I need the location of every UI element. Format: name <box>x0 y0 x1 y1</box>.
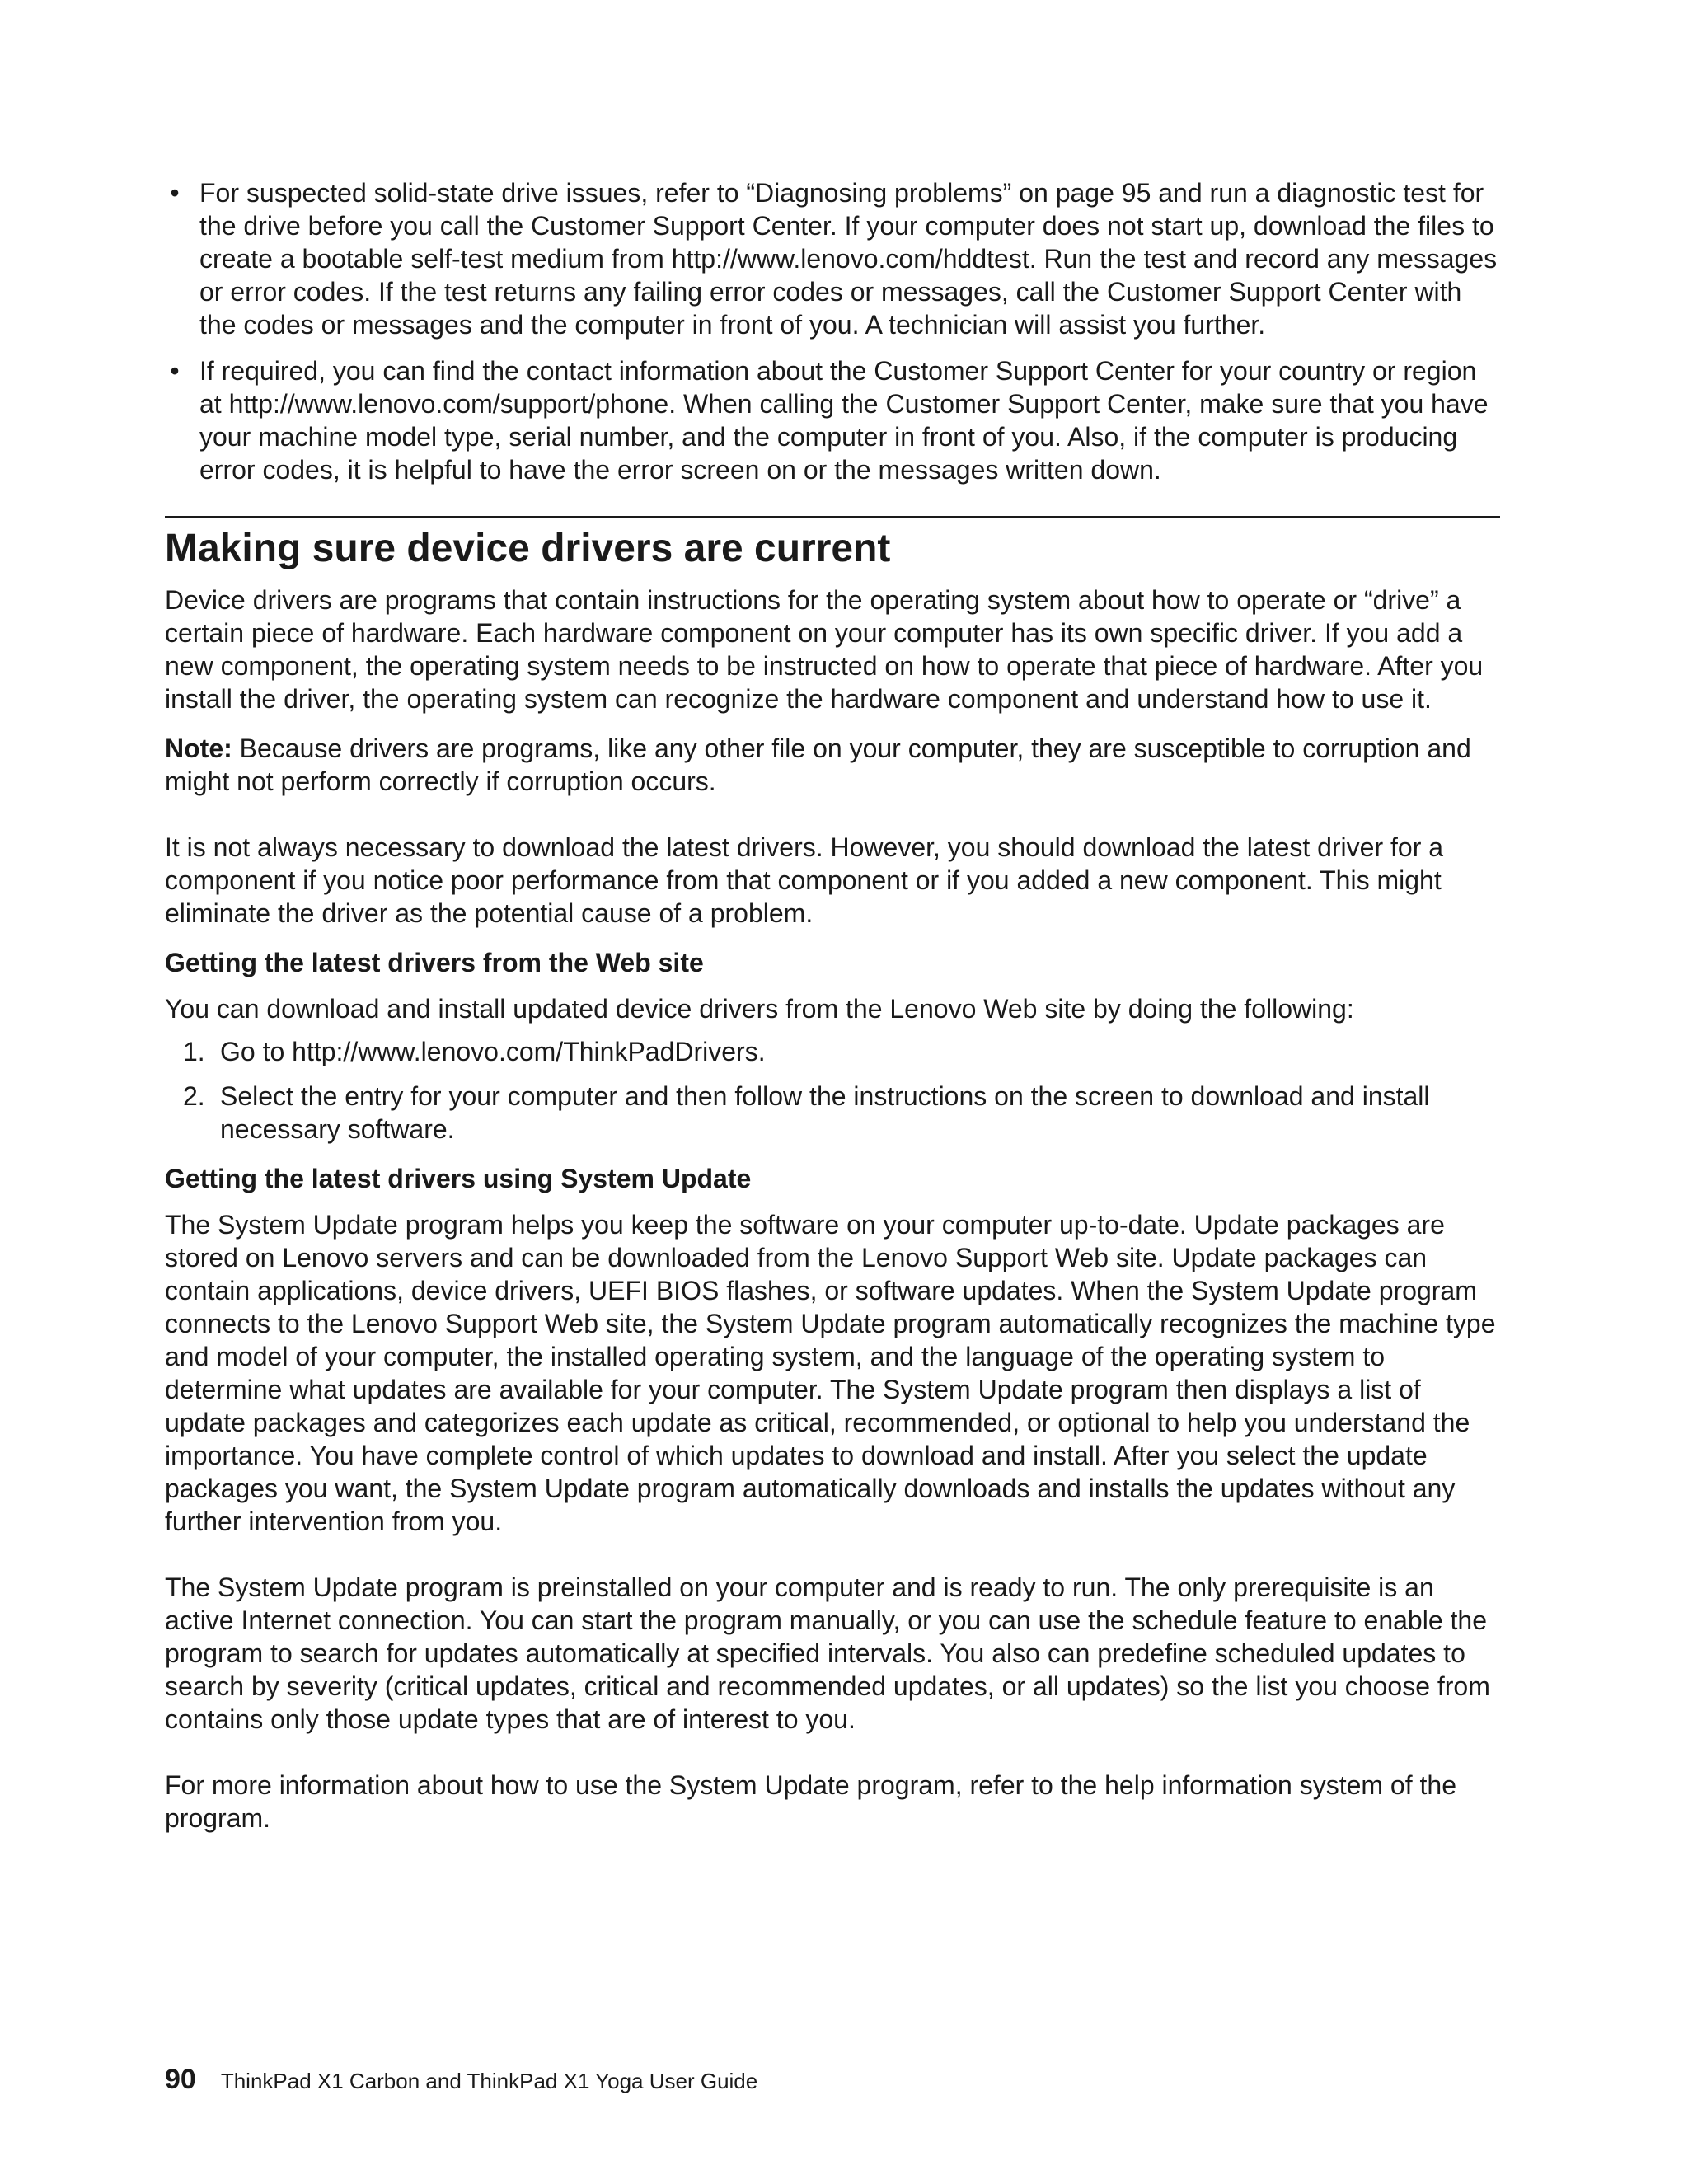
note-text: Because drivers are programs, like any other file on your computer, they are susceptible to corruption and might not perform correctly if corruption occurs. <box>165 733 1471 796</box>
bullet-text: If required, you can find the contact information about the Customer Support Center for your country or region at http://www.lenovo.com/support/phone. When calling the Customer Support Center, make sure that you have your machine model type, serial number, and the computer in front of you. Also, if the computer is producing error codes, it is helpful to have the error screen on or the messages written down. <box>199 356 1489 485</box>
system-update-paragraph-1: The System Update program helps you keep the software on your computer up-to-date. Update packages are stored on Lenovo servers and can be downloaded from the Lenovo Support Web site. Update packages can contain applications, device drivers, UEFI BIOS flashes, or software updates. When the System Update program connects to the Lenovo Support Web site, the System Update program automatically recognizes the machine type and model of your computer, the installed operating system, and the language of the operating system to determine what updates are available for your computer. The System Update program then displays a list of update packages and categorizes each update as critical, recommended, or optional to help you understand the importance. You have complete control of which updates to download and install. After you select the update packages you want, the System Update program automatically downloads and installs the updates without any further intervention from you. <box>165 1210 1496 1536</box>
system-update-paragraph-3: For more information about how to use the System Update program, refer to the help information system of the program. <box>165 1770 1456 1833</box>
bullet-icon: • <box>170 356 180 386</box>
step-text: Select the entry for your computer and then follow the instructions on the screen to download and install necessary software. <box>220 1081 1430 1144</box>
step-number: 1. <box>183 1037 205 1066</box>
subsection-title-web-site: Getting the latest drivers from the Web site <box>165 948 704 977</box>
section-divider <box>165 516 1500 518</box>
page-content <box>165 176 1500 1835</box>
section-paragraph-2: It is not always necessary to download the latest drivers. However, you should download the latest driver for a component if you notice poor performance from that component or if you added a new component. This might eliminate the driver as the potential cause of a problem. <box>165 832 1444 928</box>
page-footer <box>165 2064 757 2096</box>
note-label: Note: <box>165 733 232 763</box>
subsection-title-system-update: Getting the latest drivers using System Update <box>165 1164 752 1193</box>
page-number: 90 <box>165 2064 196 2095</box>
step-item <box>165 1035 1500 1068</box>
section-intro: Device drivers are programs that contain instructions for the operating system about how to operate or “drive” a certain piece of hardware. Each hardware component on your computer has its own specific driver. If you add a new component, the operating system needs to be instructed on how to operate that piece of hardware. After you install the driver, the operating system can recognize the hardware component and understand how to use it. <box>165 585 1484 714</box>
bullet-item <box>165 354 1500 486</box>
system-update-paragraph-2: The System Update program is preinstalled on your computer and is ready to run. The only prerequisite is an active Internet connection. You can start the program manually, or you can use the schedule feature to enable the program to search for updates automatically at specified intervals. You also can predefine scheduled updates to search by severity (critical updates, critical and recommended updates, or all updates) so the list you choose from contains only those update types that are of interest to you. <box>165 1572 1490 1734</box>
step-number: 2. <box>183 1081 205 1111</box>
bullet-text: For suspected solid-state drive issues, refer to “Diagnosing problems” on page 95 and run a diagnostic test for the drive before you call the Customer Support Center. If your computer does not start up, download the files to create a bootable self-test medium from http://www.lenovo.com/hddtest. Run the test and record any messages or error codes. If the test returns any failing error codes or messages, call the Customer Support Center with the codes or messages and the computer in front of you. A technician will assist you further. <box>199 178 1498 340</box>
web-site-intro: You can download and install updated device drivers from the Lenovo Web site by doing the following: <box>165 994 1354 1024</box>
step-text: Go to http://www.lenovo.com/ThinkPadDrivers. <box>220 1037 766 1066</box>
bullet-list <box>165 176 1500 486</box>
steps-list <box>165 1035 1500 1146</box>
bullet-icon: • <box>170 178 180 208</box>
section-title: Making sure device drivers are current <box>165 527 891 570</box>
bullet-item <box>165 176 1500 341</box>
footer-title: ThinkPad X1 Carbon and ThinkPad X1 Yoga User Guide <box>220 2069 758 2093</box>
note-paragraph <box>165 732 1500 798</box>
step-item <box>165 1080 1500 1146</box>
